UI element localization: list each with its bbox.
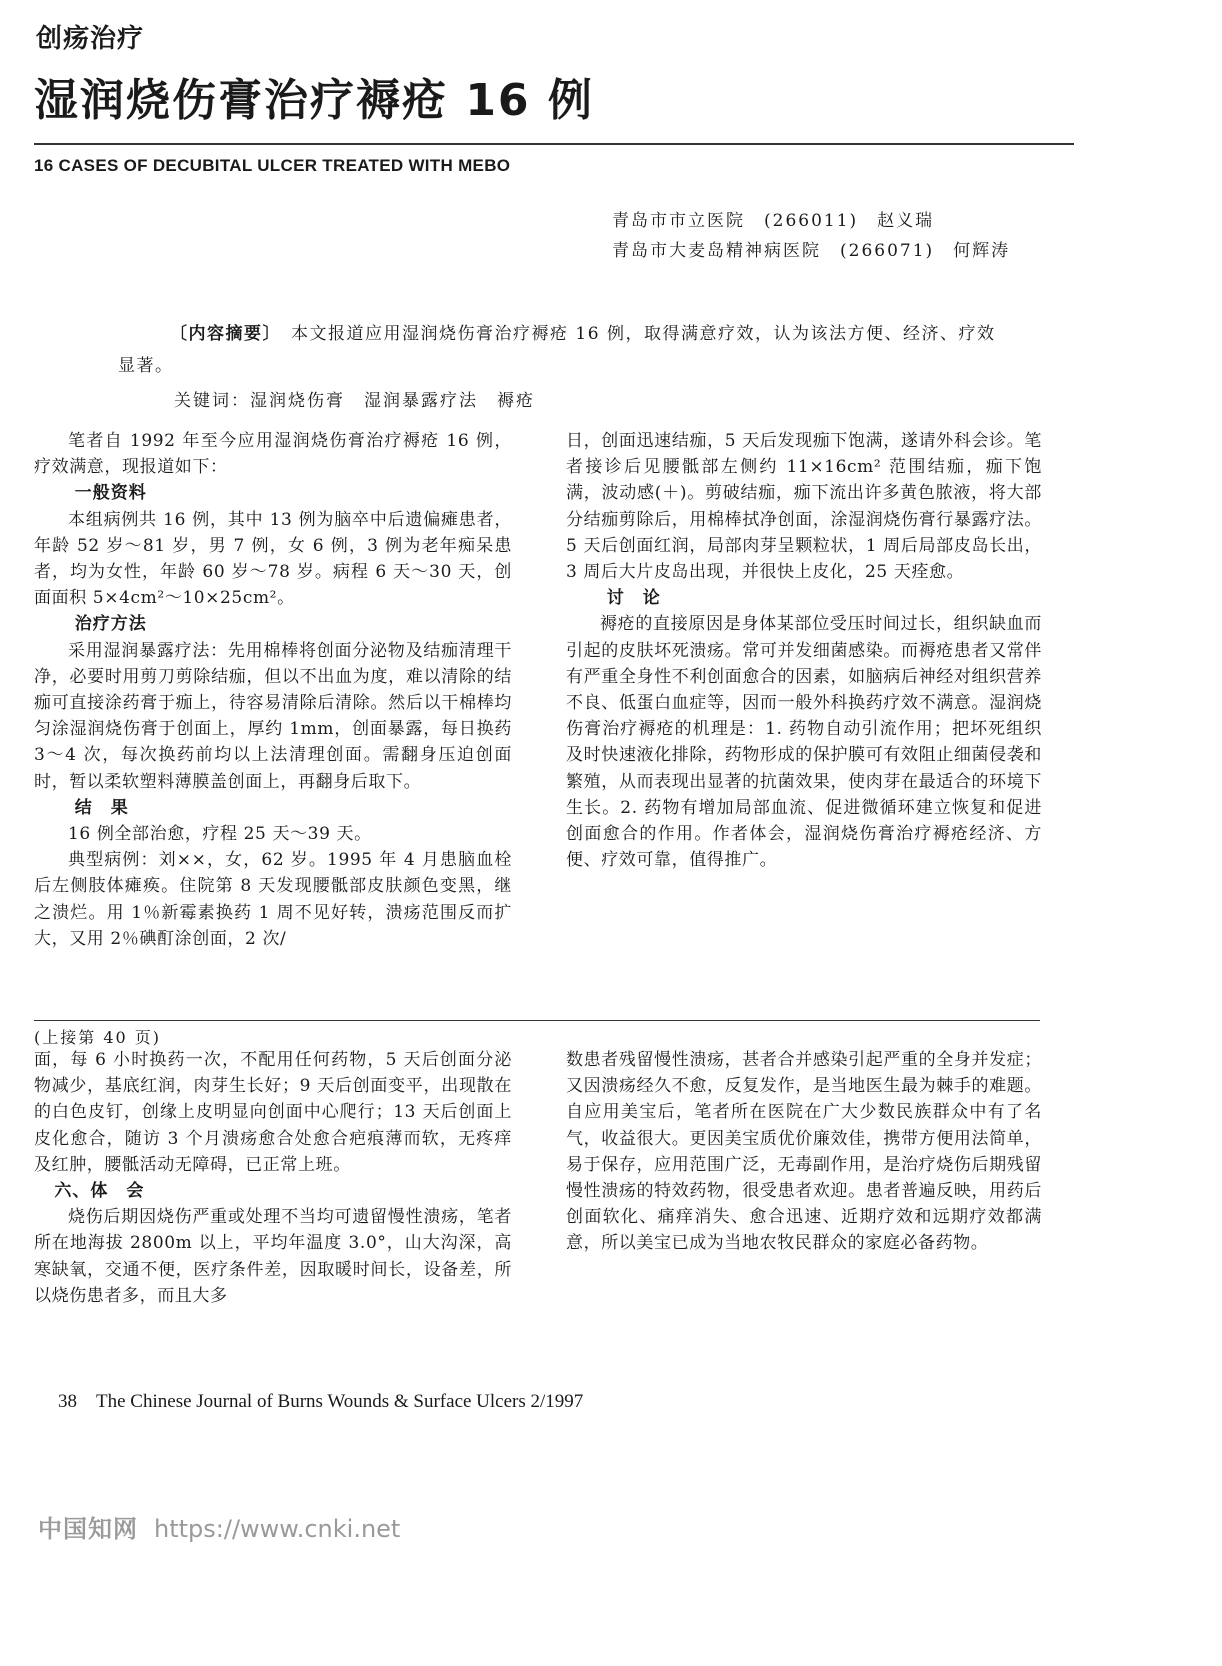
author-affiliation-2: 青岛市大麦岛精神病医院 (266071) 何辉涛 bbox=[612, 241, 1011, 261]
abstract-paragraph bbox=[118, 318, 1008, 382]
heading-general: 一般资料 bbox=[74, 483, 147, 504]
page-footer bbox=[58, 1386, 583, 1413]
case-paragraph-cont: 日，创面迅速结痂，5 天后发现痂下饱满，遂请外科会诊。笔者接诊后见腰骶部左侧约 11×16cm² 范围结痂，痂下饱满，波动感(＋)。剪破结痂，痂下流出许多黄色脓液，将大部分结痂剪除后，用棉棒拭净创面，涂湿润烧伤膏行暴露疗法。5 天后创面红润，局部肉芽呈颗粒状，1 周后局部皮岛长出，3 周后大片皮岛出现，并很快上皮化，25 天痊愈。 bbox=[566, 431, 1042, 583]
continued-right-column bbox=[566, 1047, 1042, 1257]
continued-paragraph-2: 烧伤后期因烧伤严重或处理不当均可遗留慢性溃疡，笔者所在地海拔 2800m 以上，平均年温度 3.0°，山大沟深，高寒缺氧，交通不便，医疗条件差，因取暖时间长，设备差，所以烧伤患者多，而且大多 bbox=[34, 1207, 512, 1306]
english-title: 16 CASES OF DECUBITAL ULCER TREATED WITH MEBO bbox=[34, 156, 511, 175]
journal-name: The Chinese Journal of Burns Wounds & Surface Ulcers 2/1997 bbox=[96, 1391, 584, 1412]
page-number: 38 bbox=[58, 1391, 77, 1412]
cnki-watermark bbox=[38, 1509, 400, 1544]
continued-paragraph-1: 面，每 6 小时换药一次，不配用任何药物，5 天后创面分泌物减少，基底红润，肉芽生长好；9 天后创面变平，出现散在的白色皮钉，创缘上皮明显向创面中心爬行；13 天后创面上皮化愈合，随访 3 个月溃疡愈合处愈合疤痕薄而软，无疼痒及红肿，腰骶活动无障碍，已正常上班。 bbox=[34, 1050, 512, 1175]
article-title: 湿润烧伤膏治疗褥疮 16 例 bbox=[34, 75, 594, 126]
continued-paragraph-3: 数患者残留慢性溃疡，甚者合并感染引起严重的全身并发症；又因溃疡经久不愈，反复发作，是当地医生最为棘手的难题。自应用美宝后，笔者所在医院在广大少数民族群众中有了名气，收益很大。更因美宝质优价廉效佳，携带方便用法简单，易于保存，应用范围广泛，无毒副作用，是治疗烧伤后期残留慢性溃疡的特效药物，很受患者欢迎。患者普遍反映，用药后创面软化、痛痒消失、愈合迅速、近期疗效和远期疗效都满意，所以美宝已成为当地农牧民群众的家庭必备药物。 bbox=[566, 1050, 1042, 1254]
watermark-logo: 中国知网 bbox=[38, 1515, 138, 1543]
heading-method: 治疗方法 bbox=[74, 614, 147, 635]
abstract bbox=[118, 318, 1008, 382]
left-column bbox=[34, 428, 512, 952]
results-paragraph: 16 例全部治愈，疗程 25 天～39 天。 bbox=[68, 824, 372, 845]
author-affiliation-1: 青岛市市立医院 (266011) 赵义瑞 bbox=[612, 211, 935, 231]
intro-paragraph: 笔者自 1992 年至今应用湿润烧伤膏治疗褥疮 16 例，疗效满意，现报道如下： bbox=[34, 431, 512, 478]
method-paragraph: 采用湿润暴露疗法：先用棉棒将创面分泌物及结痂清理干净，必要时用剪刀剪除结痂，但以不出血为度，难以清除的结痂可直接涂药膏于痂上，待容易清除后清除。然后以干棉棒均匀涂湿润烧伤膏于创面上，厚约 1mm，创面暴露，每日换药 3～4 次，每次换药前均以上法清理创面。需翻身压迫创面时，暂以柔软塑料薄膜盖创面上，再翻身后取下。 bbox=[34, 640, 512, 792]
case-paragraph: 典型病例：刘××，女，62 岁。1995 年 4 月患脑血栓后左侧肢体瘫痪。住院第 8 天发现腰骶部皮肤颜色变黑，继之溃烂。用 1％新霉素换药 1 周不见好转，溃疡范围反而扩大，又用 2％碘酊涂创面，2 次/ bbox=[34, 850, 512, 949]
heading-discussion: 讨 论 bbox=[606, 588, 661, 609]
abstract-text: 本文报道应用湿润烧伤膏治疗褥疮 16 例，取得满意疗效，认为该法方便、经济、疗效显著。 bbox=[118, 324, 996, 376]
continued-label: (上接第 40 页) bbox=[34, 1028, 162, 1047]
title-rule bbox=[34, 143, 1074, 145]
section-tag: 创疡治疗 bbox=[36, 24, 145, 54]
continuation-rule bbox=[34, 1020, 1040, 1021]
heading-experience: 六、体 会 bbox=[54, 1181, 145, 1202]
discussion-paragraph: 褥疮的直接原因是身体某部位受压时间过长，组织缺血而引起的皮肤坏死溃疡。常可并发细菌感染。而褥疮患者又常伴有严重全身性不利创面愈合的因素，如脑病后神经对组织营养不良、低蛋白血症等，因而一般外科换药疗效不满意。湿润烧伤膏治疗褥疮的机理是：1. 药物自动引流作用；把坏死组织及时快速液化排除，药物形成的保护膜可有效阻止细菌侵袭和繁殖，从而表现出显著的抗菌效果，使肉芽在最适合的环境下生长。2. 药物有增加局部血流、促进微循环建立恢复和促进创面愈合的作用。作者体会，湿润烧伤膏治疗褥疮经济、方便、疗效可靠，值得推广。 bbox=[566, 614, 1042, 871]
keywords: 关键词：湿润烧伤膏 湿润暴露疗法 褥疮 bbox=[174, 391, 535, 411]
heading-results: 结 果 bbox=[74, 797, 129, 818]
general-paragraph: 本组病例共 16 例，其中 13 例为脑卒中后遗偏瘫患者，年龄 52 岁～81 岁，男 7 例，女 6 例，3 例为老年痴呆患者，均为女性，年龄 60 岁～78 岁。病程 6 天～30 天，创面面积 5×4cm²～10×25cm²。 bbox=[34, 509, 512, 609]
right-column bbox=[566, 428, 1042, 873]
continued-left-column bbox=[34, 1047, 512, 1309]
watermark-url: https://www.cnki.net bbox=[154, 1515, 401, 1543]
abstract-label: 〔内容摘要〕 bbox=[170, 324, 273, 344]
